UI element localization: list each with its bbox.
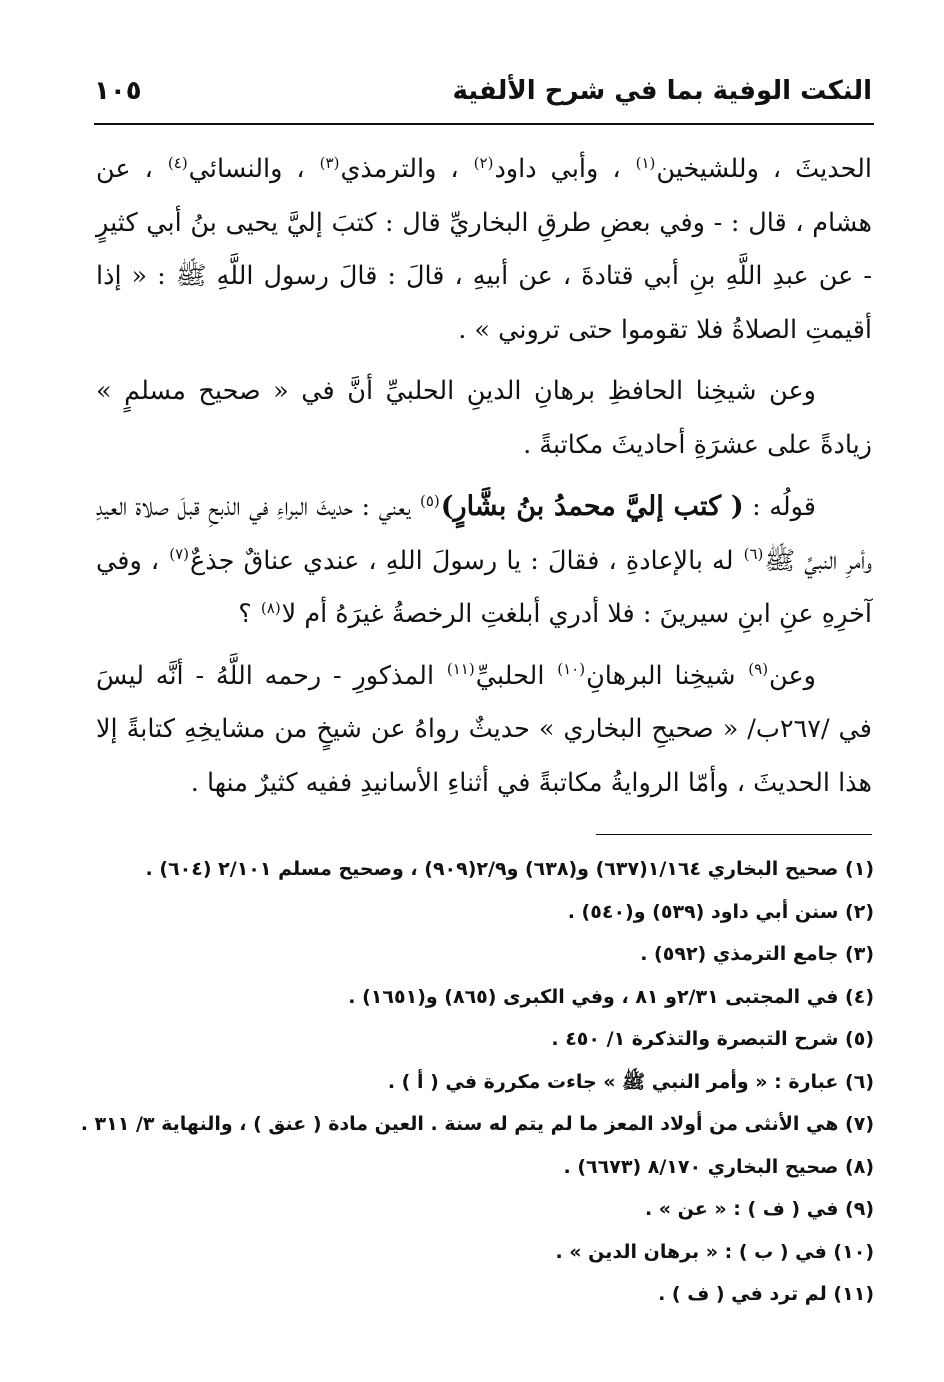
text-run: شيخِنا البرهانِ	[586, 660, 748, 691]
page-header	[94, 66, 872, 116]
text-run: الحلبيِّ	[475, 660, 557, 691]
footnote-ref-3: (٣)	[319, 153, 340, 172]
footnote-ref-10: (١٠)	[557, 660, 586, 678]
footnote-5: (٥) شرح التبصرة والتذكرة ١/ ٤٥٠ .	[551, 1028, 874, 1050]
text-run: ، عن هشام ، قال : - وفي بعضِ طرقِ البخاريِّ قال : كتبَ إليَّ يحيى بنُ أبي كثيرٍ - عن عبدِ اللَّهِ بنِ أبي قتادةَ ، عن أبيهِ ، قالَ : قالَ رسول اللَّهِ ﷺ : « إذا أقيمتِ الصلاةُ فلا تقوموا حتى تروني » .	[96, 154, 872, 345]
footnote-ref-11: (١١)	[446, 660, 475, 678]
footnote-ref-9: (٩)	[748, 660, 769, 678]
text-run: ، والترمذي	[340, 154, 473, 184]
text-run: له بالإعادةِ ، فقالَ : يا رسولَ اللهِ ، عندي عناقٌ جذعٌ	[190, 545, 743, 576]
paragraph-3	[96, 480, 872, 642]
text-run: ، وفي آخرِهِ عنِ ابنِ سيرينَ : فلا أدري أبلغتِ الرخصةُ غيرَهُ أم لا	[96, 545, 872, 629]
footnote-divider	[596, 834, 872, 835]
footnote-6: (٦) عبارة : « وأمر النبي ﷺ » جاءت مكررة في ( أ ) .	[387, 1070, 874, 1093]
footnote-ref-4: (٤)	[167, 153, 188, 172]
footnote-9: (٩) في ( ف ) : « عن » .	[644, 1198, 874, 1220]
text-run: ؟	[238, 599, 260, 629]
footnote-ref-7: (٧)	[169, 545, 189, 563]
text-run: المذكورِ - رحمه اللَّهُ - أنَّه ليسَ في /٢٦٧ب/ « صحيحِ البخاري » حديثٌ رواهُ عن شيخٍ من مشايخِهِ كتابةً إلا هذا الحديثَ ، وأمّا الروايةُ مكاتبةً في أثناءِ الأسانيدِ ففيه كثيرٌ منها .	[96, 660, 872, 798]
footnote-ref-1: (١)	[635, 153, 656, 172]
footnote-8: (٨) صحيح البخاري ٨/١٧٠ (٦٦٧٣) .	[563, 1155, 874, 1178]
footnote-1: (١) صحيح البخاري ١/١٦٤(٦٣٧) و(٦٣٨) و٢/٩(٩٠٩) ، وصحيح مسلم ٢/١٠١ (٦٠٤) .	[145, 858, 874, 880]
footnote-ref-2: (٢)	[473, 153, 494, 172]
footnote-2: (٢) سنن أبي داود (٥٣٩) و(٥٤٠) .	[567, 900, 874, 923]
paragraph-4	[96, 650, 872, 811]
footnote-11: (١١) لم ترد في ( ف ) .	[658, 1283, 874, 1305]
footnote-3: (٣) جامع الترمذي (٥٩٢) .	[640, 943, 874, 965]
running-title: النكت الوفية بما في شرح الألفية	[452, 76, 872, 106]
main-text	[96, 143, 872, 818]
footnote-4: (٤) في المجتبى ٢/٣١و ٨١ ، وفي الكبرى (٨٦٥) و(١٦٥١) .	[348, 985, 874, 1008]
text-run: قولُه :	[743, 492, 816, 522]
footnote-ref-5: (٥)	[419, 491, 440, 510]
text-run: وعن	[769, 660, 816, 691]
footnotes	[80, 848, 874, 1316]
text-run: الحديثَ ، وللشيخين	[656, 154, 872, 184]
header-divider	[94, 123, 874, 125]
quoted-matn: ( كتب إليَّ محمدُ بنُ بشَّارٍ)	[440, 491, 744, 522]
footnote-7: (٧) هي الأنثى من أولاد المعز ما لم يتم له سنة . العين مادة ( عنق ) ، والنهاية ٣/ ٣١١ .	[80, 1113, 874, 1135]
text-run: ، وأبي داود	[494, 154, 635, 184]
paragraph-2: وعن شيخِنا الحافظِ برهانِ الدينِ الحلبيِّ أنَّ في « صحيح مسلمٍ » زيادةً على عشرَةِ أحاديثَ مكاتبةً .	[96, 376, 872, 460]
footnote-ref-8: (٨)	[260, 598, 281, 617]
text-run: يعني : حديثَ البراءِ في الذبحِ قبلَ صلاة العيدِ وأمرِ النبيِّ ﷺ	[96, 492, 872, 576]
paragraph-1	[96, 143, 872, 357]
page-number: ١٠٥	[94, 76, 142, 106]
text-run: ، والنسائي	[188, 154, 319, 184]
footnote-10: (١٠) في ( ب ) : « برهان الدين » .	[555, 1240, 874, 1263]
footnote-ref-6: (٦)	[743, 545, 764, 563]
